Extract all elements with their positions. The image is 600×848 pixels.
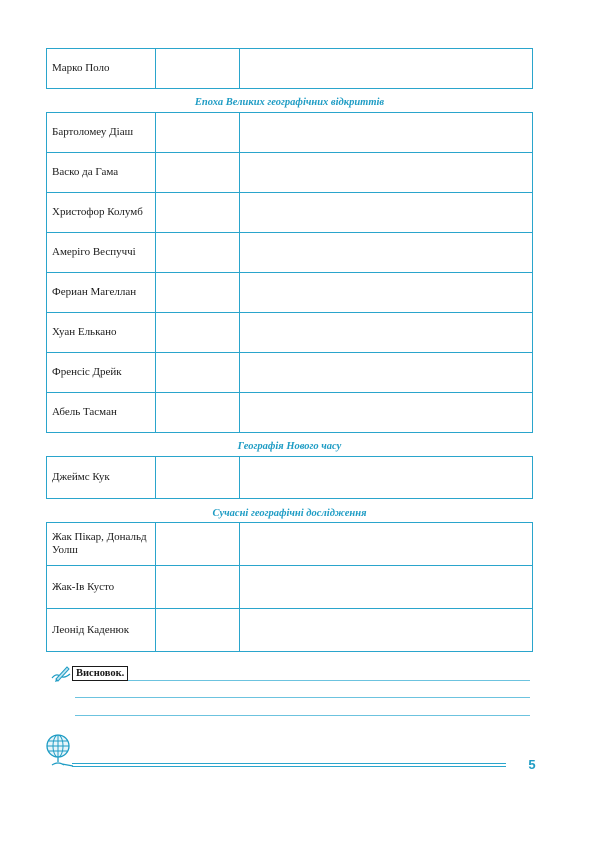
table-row xyxy=(47,273,533,313)
answer-cell[interactable] xyxy=(156,273,240,313)
explorers-table-modern-times xyxy=(46,456,533,499)
answer-cell[interactable] xyxy=(156,393,240,433)
conclusion-line[interactable] xyxy=(75,697,530,698)
page-number: 5 xyxy=(528,757,536,772)
answer-cell[interactable] xyxy=(240,113,533,153)
explorer-name: Васко да Гама xyxy=(47,153,156,193)
answer-cell[interactable] xyxy=(156,523,240,566)
conclusion-line[interactable] xyxy=(75,715,530,716)
table-row xyxy=(47,566,533,609)
table-row xyxy=(47,457,533,499)
answer-cell[interactable] xyxy=(240,233,533,273)
answer-cell[interactable] xyxy=(156,566,240,609)
table-row xyxy=(47,353,533,393)
explorer-name: Абель Тасман xyxy=(47,393,156,433)
table-row xyxy=(47,393,533,433)
footer-rule xyxy=(72,766,506,767)
explorer-name: Амеріго Веспуччі xyxy=(47,233,156,273)
answer-cell[interactable] xyxy=(240,313,533,353)
globe-icon xyxy=(44,734,74,770)
explorers-table-great-discoveries xyxy=(46,112,533,433)
explorer-name: Марко Поло xyxy=(47,49,156,89)
answer-cell[interactable] xyxy=(156,153,240,193)
answer-cell[interactable] xyxy=(156,609,240,652)
explorer-name: Френсіс Дрейк xyxy=(47,353,156,393)
table-row xyxy=(47,233,533,273)
section-title-contemporary: Сучасні географічні дослідження xyxy=(212,508,367,519)
table-row xyxy=(47,313,533,353)
answer-cell[interactable] xyxy=(240,49,533,89)
table-row xyxy=(47,113,533,153)
section-title-modern-times: Географія Нового часу xyxy=(237,441,342,452)
answer-cell[interactable] xyxy=(240,153,533,193)
conclusion-line[interactable] xyxy=(128,680,530,681)
explorers-table-early xyxy=(46,48,533,89)
answer-cell[interactable] xyxy=(156,49,240,89)
explorers-table-contemporary xyxy=(46,522,533,652)
answer-cell[interactable] xyxy=(156,313,240,353)
conclusion-label: Висновок. xyxy=(72,666,128,681)
pen-icon xyxy=(50,664,72,682)
answer-cell[interactable] xyxy=(156,353,240,393)
table-row xyxy=(47,609,533,652)
answer-cell[interactable] xyxy=(156,457,240,499)
explorer-name: Хуан Елькано xyxy=(47,313,156,353)
answer-cell[interactable] xyxy=(240,609,533,652)
table-row xyxy=(47,49,533,89)
answer-cell[interactable] xyxy=(240,273,533,313)
answer-cell[interactable] xyxy=(240,393,533,433)
explorer-name: Бартоломеу Діаш xyxy=(47,113,156,153)
explorer-name: Жак Пікар, Дональд Уолш xyxy=(47,523,156,566)
table-row xyxy=(47,193,533,233)
table-row xyxy=(47,523,533,566)
section-title-great-discoveries: Епоха Великих географічних відкриттів xyxy=(194,97,385,108)
answer-cell[interactable] xyxy=(240,457,533,499)
explorer-name: Леонід Каденюк xyxy=(47,609,156,652)
footer-rule xyxy=(72,763,506,764)
answer-cell[interactable] xyxy=(240,566,533,609)
explorer-name: Христофор Колумб xyxy=(47,193,156,233)
explorer-name: Фериан Магеллан xyxy=(47,273,156,313)
table-row xyxy=(47,153,533,193)
answer-cell[interactable] xyxy=(156,113,240,153)
answer-cell[interactable] xyxy=(240,353,533,393)
answer-cell[interactable] xyxy=(156,233,240,273)
explorer-name: Жак-Ів Кусто xyxy=(47,566,156,609)
explorer-name: Джеймс Кук xyxy=(47,457,156,499)
answer-cell[interactable] xyxy=(240,523,533,566)
answer-cell[interactable] xyxy=(240,193,533,233)
answer-cell[interactable] xyxy=(156,193,240,233)
